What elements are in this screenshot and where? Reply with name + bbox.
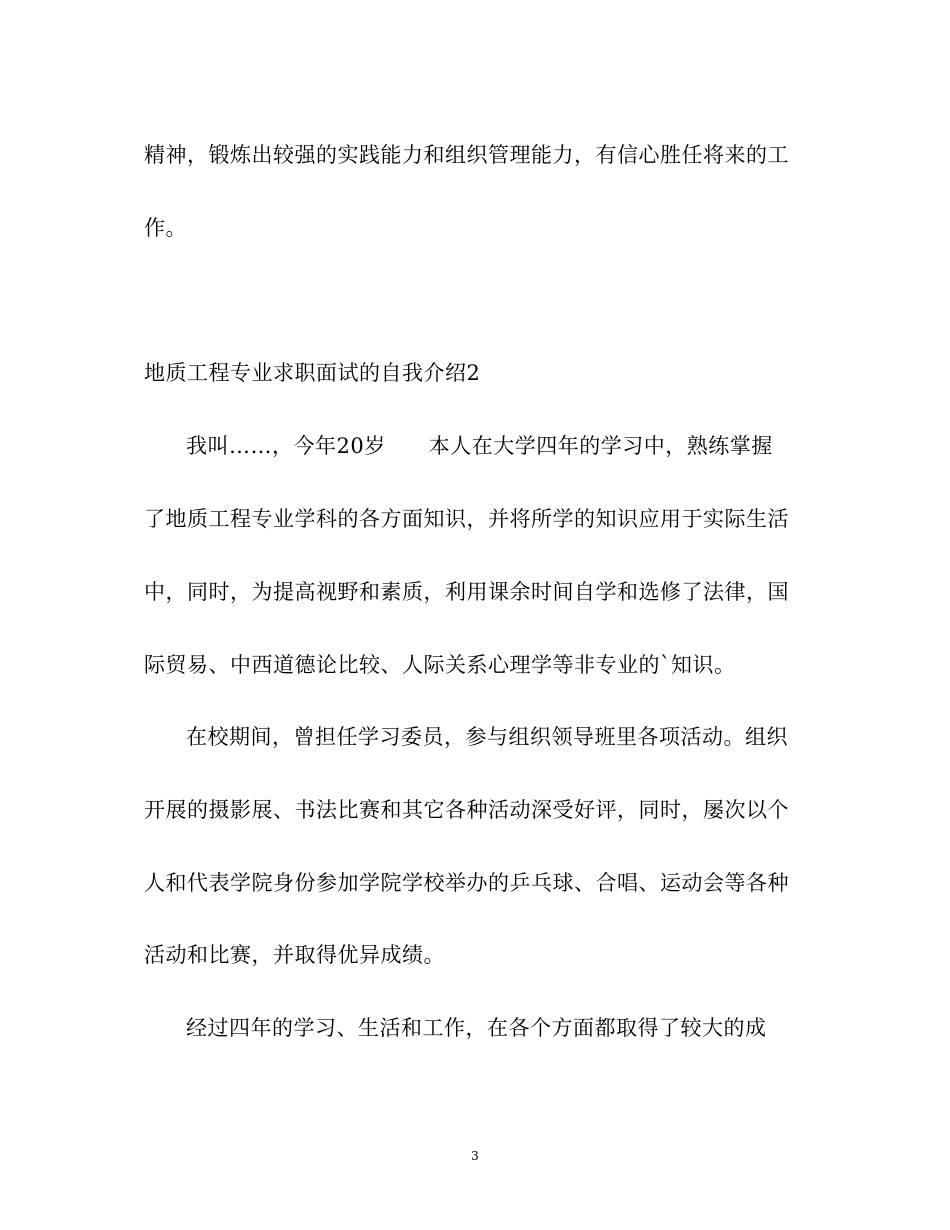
page-number: 3 <box>471 1149 479 1163</box>
paragraph-first-line: 经过四年的学习、生活和工作，在各个方面都取得了较大的成 <box>186 1016 767 1040</box>
paragraph-first-line: 在校期间，曾担任学习委员，参与组织领导班里各项活动。组织 <box>186 725 788 749</box>
text-line: 活动和比赛，并取得优异成绩。 <box>144 943 445 967</box>
section-heading: 地质工程专业求职面试的自我介绍2 <box>144 361 481 385</box>
text-line: 了地质工程专业学科的各方面知识，并将所学的知识应用于实际生活 <box>144 507 789 531</box>
text-line: 人和代表学院身份参加学院学校举办的乒乓球、合唱、运动会等各种 <box>144 871 789 895</box>
text-line: 中，同时，为提高视野和素质，利用课余时间自学和选修了法律，国 <box>144 580 789 604</box>
text-line: 际贸易、中西道德论比较、人际关系心理学等非专业的`知识。 <box>144 653 736 677</box>
text-line: 精神，锻炼出较强的实践能力和组织管理能力，有信心胜任将来的工 <box>144 143 789 167</box>
text-line: 作。 <box>144 216 187 240</box>
paragraph-first-line: 我叫……，今年20岁 本人在大学四年的学习中，熟练掌握 <box>186 434 773 458</box>
text-line: 开展的摄影展、书法比赛和其它各种活动深受好评，同时，屡次以个 <box>144 798 789 822</box>
